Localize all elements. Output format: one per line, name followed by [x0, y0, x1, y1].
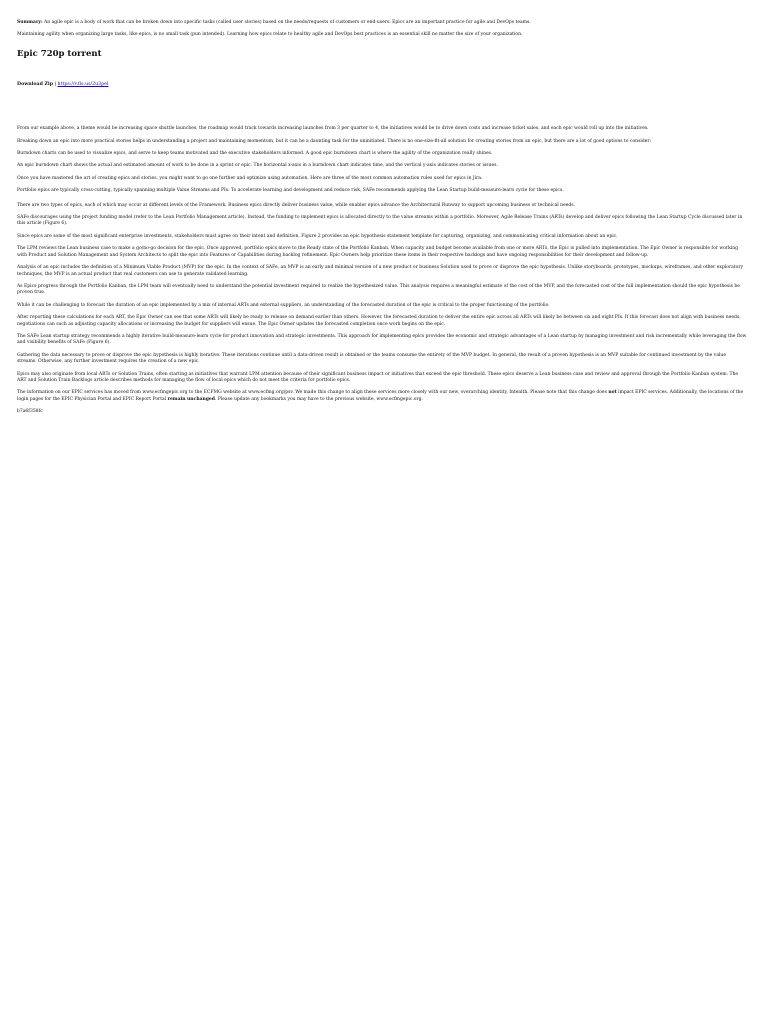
spacer — [17, 45, 747, 47]
summary-label: Summary: — [17, 20, 43, 25]
body-paragraph: The SAFe Lean startup strategy recommends a highly iterative build-measure-learn cycle for product innovation and strategic investments. This approach for implementing epics provides the economic and strategic advantages of a Lean startup by managing investment and risk incrementally while leveraging the flow and visibility benefits of SAFe (Figure 6). — [17, 333, 747, 346]
download-link[interactable]: https://v.fls.us/2u3pel — [57, 81, 109, 87]
notice-bold-not: not — [608, 390, 617, 396]
summary-text: An agile epic is a body of work that can be broken down into specific tasks (called user stories) based on the needs/requests of customers or end-users. Epics are an important practice for agile and DevOps teams. — [42, 20, 531, 25]
footer-code: b7a6f358fc — [17, 409, 43, 415]
document-page — [0, 0, 767, 416]
body-paragraph: Burndown charts can be used to visualize epics, and serve to keep teams motivated and the executive stakeholders informed. A good epic burndown chart is where the agility of the organization really shines. — [17, 151, 493, 157]
body-paragraph: While it can be challenging to forecast the duration of an epic implemented by a mix of internal ARTs and external suppliers, an understanding of the forecasted duration of the epic is critical to the proper functioning of the portfolio. — [17, 302, 550, 308]
body-paragraph: Gathering the data necessary to prove or disprove the epic hypothesis is highly iterative. These iterations continue until a data-driven result is obtained or the teams consume the entirety of the MVP budget. In general, the result of a proven hypothesis is an MVP suitable for continued investment by the value streams. Otherwise, any further investment requires the creation of a new epic. — [17, 352, 726, 365]
spacer — [17, 66, 747, 82]
notice-paragraph — [17, 390, 747, 403]
spacer — [17, 88, 747, 110]
download-separator: | — [52, 81, 58, 87]
body-paragraph: SAFe discourages using the project funding model (refer to the Lean Portfolio Management article). Instead, the funding to implement epics is allocated directly to the value streams within a portfolio. Moreover, Agile Release Trains (ARTs) develop and deliver epics following the Lean Startup Cycle discussed later in this article (Figure 6). — [17, 215, 743, 227]
notice-bold-unchanged: remain unchanged — [167, 396, 215, 402]
body-paragraph: Analysis of an epic includes the definition of a Minimum Viable Product (MVP) for the epic. In the context of SAFe, an MVP is an early and minimal version of a new product or business Solution used to prove or disprove the epic hypothesis. Unlike storyboards, prototypes, mockups, wireframes, and other exploratory techniques, the MVP is an actual product that real customers can use to generate validated learning. — [17, 265, 744, 277]
body-paragraph: An epic burndown chart shows the actual and estimated amount of work to be done in a sprint or epic. The horizontal x-axis in a burndown chart indicates time, and the vertical y-axis indicates stories or issues. — [17, 163, 498, 169]
body-paragraph: As Epics progress through the Portfolio Kanban, the LPM team will eventually need to understand the potential investment required to realize the hypothesized value. This analysis requires a meaningful estimate of the cost of the MVP, and the forecasted cost of the full implementation should the epic hypothesis be proven true. — [17, 283, 740, 296]
notice-text-2: impact EPIC services. Additionally, the locations of the login pages for the EPIC Physician Portal and EPIC Report Portal — [17, 390, 744, 402]
download-zip-label: Download Zip — [17, 81, 53, 87]
spacer — [17, 110, 747, 126]
body-paragraph: From our example above, a theme would be increasing space shuttle launches, the roadmap would track towards increasing launches from 3 per quarter to 4, the initiatives would be to drive down costs and increase ticket sales, and each epic would roll up into the initiatives. — [17, 126, 649, 132]
body-paragraph: Once you have mastered the art of creating epics and stories, you might want to go one further and optimize using automation. Here are three of the most common automation rules used for epics in Jira. — [17, 175, 483, 181]
body-section-1 — [17, 126, 747, 194]
notice-text-3: . Please update any bookmarks you may have to the previous website, www.ecfmgepic.org. — [214, 396, 423, 402]
body-paragraph: After reporting these calculations for each ART, the Epic Owner can see that some ARTs will likely be ready to release on demand earlier than others. However, the forecasted duration to deliver the entire epic across all ARTs will likely be between six and eight PIs. If this forecast does not align with business needs, negotiations can such as adjusting capacity allocations or increasing the budget for suppliers will ensue. The Epic Owner updates the forecasted completion once work begins on the epic. — [17, 315, 741, 327]
body-paragraph: Since epics are some of the most significant enterprise investments, stakeholders must agree on their intent and definition. Figure 2 provides an epic hypothesis statement template for capturing, organizing, and communicating critical information about an epic. — [17, 233, 618, 239]
page-title: Epic 720p torrent — [17, 48, 102, 59]
summary-paragraph — [17, 20, 747, 26]
body-paragraph: The LPM reviews the Lean business case to make a go/no-go decision for the epic. Once approved, portfolio epics move to the Ready state of the Portfolio Kanban. When capacity and budget become available from one or more ARTs, the Epic is pulled into implementation. The Epic Owner is responsible for working with Product and Solution Management and System Architects to split the epic into Features or Capabilities during backlog refinement. Epic Owners help prioritize these items in their respective backlogs and have ongoing responsibilities for their development and follow-up. — [17, 246, 739, 258]
body-paragraph: Epics may also originate from local ARTs or Solution Trains, often starting as initiatives that warrant LPM attention because of their significant business impact or initiatives that exceed the epic threshold. These epics deserve a Lean business case and review and approval through the Portfolio Kanban system. The ART and Solution Train Backlogs article describes methods for managing the flow of local epics which do not meet the criteria for portfolio epics. — [17, 371, 739, 383]
body-paragraph: There are two types of epics, each of which may occur at different levels of the Framework. Business epics directly deliver business value, while enabler epics advance the Architectural Runway to support upcoming business or technical needs. — [17, 202, 576, 208]
intro-paragraph: Maintaining agility when organizing large tasks, like epics, is no small task (pun intended). Learning how epics relate to healthy agile and DevOps best practices is an essential skill no matter the size of your organization. — [17, 32, 523, 38]
body-paragraph: Portfolio epics are typically cross-cutting, typically spanning multiple Value Streams and PIs. To accelerate learning and development and reduce risk, SAFe recommends applying the Lean Startup build-measure-learn cycle for these epics. — [17, 188, 564, 194]
body-section-2 — [17, 203, 747, 385]
body-paragraph: Breaking down an epic into more practical stories helps in understanding a project and maintaining momentum, but it can be a daunting task for the uninitiated. There is no one-size-fit-all solution for creating stories from an epic, but there are a lot of good options to consider: — [17, 138, 652, 144]
notice-text-1: The information on our EPIC services has moved from www.ecfmgepic.org to the ECFMG website at www.ecfmg.org/psv. We made this change to align these services more closely with our new, overarching identity, Intealth. Please note that this change does — [17, 390, 609, 396]
